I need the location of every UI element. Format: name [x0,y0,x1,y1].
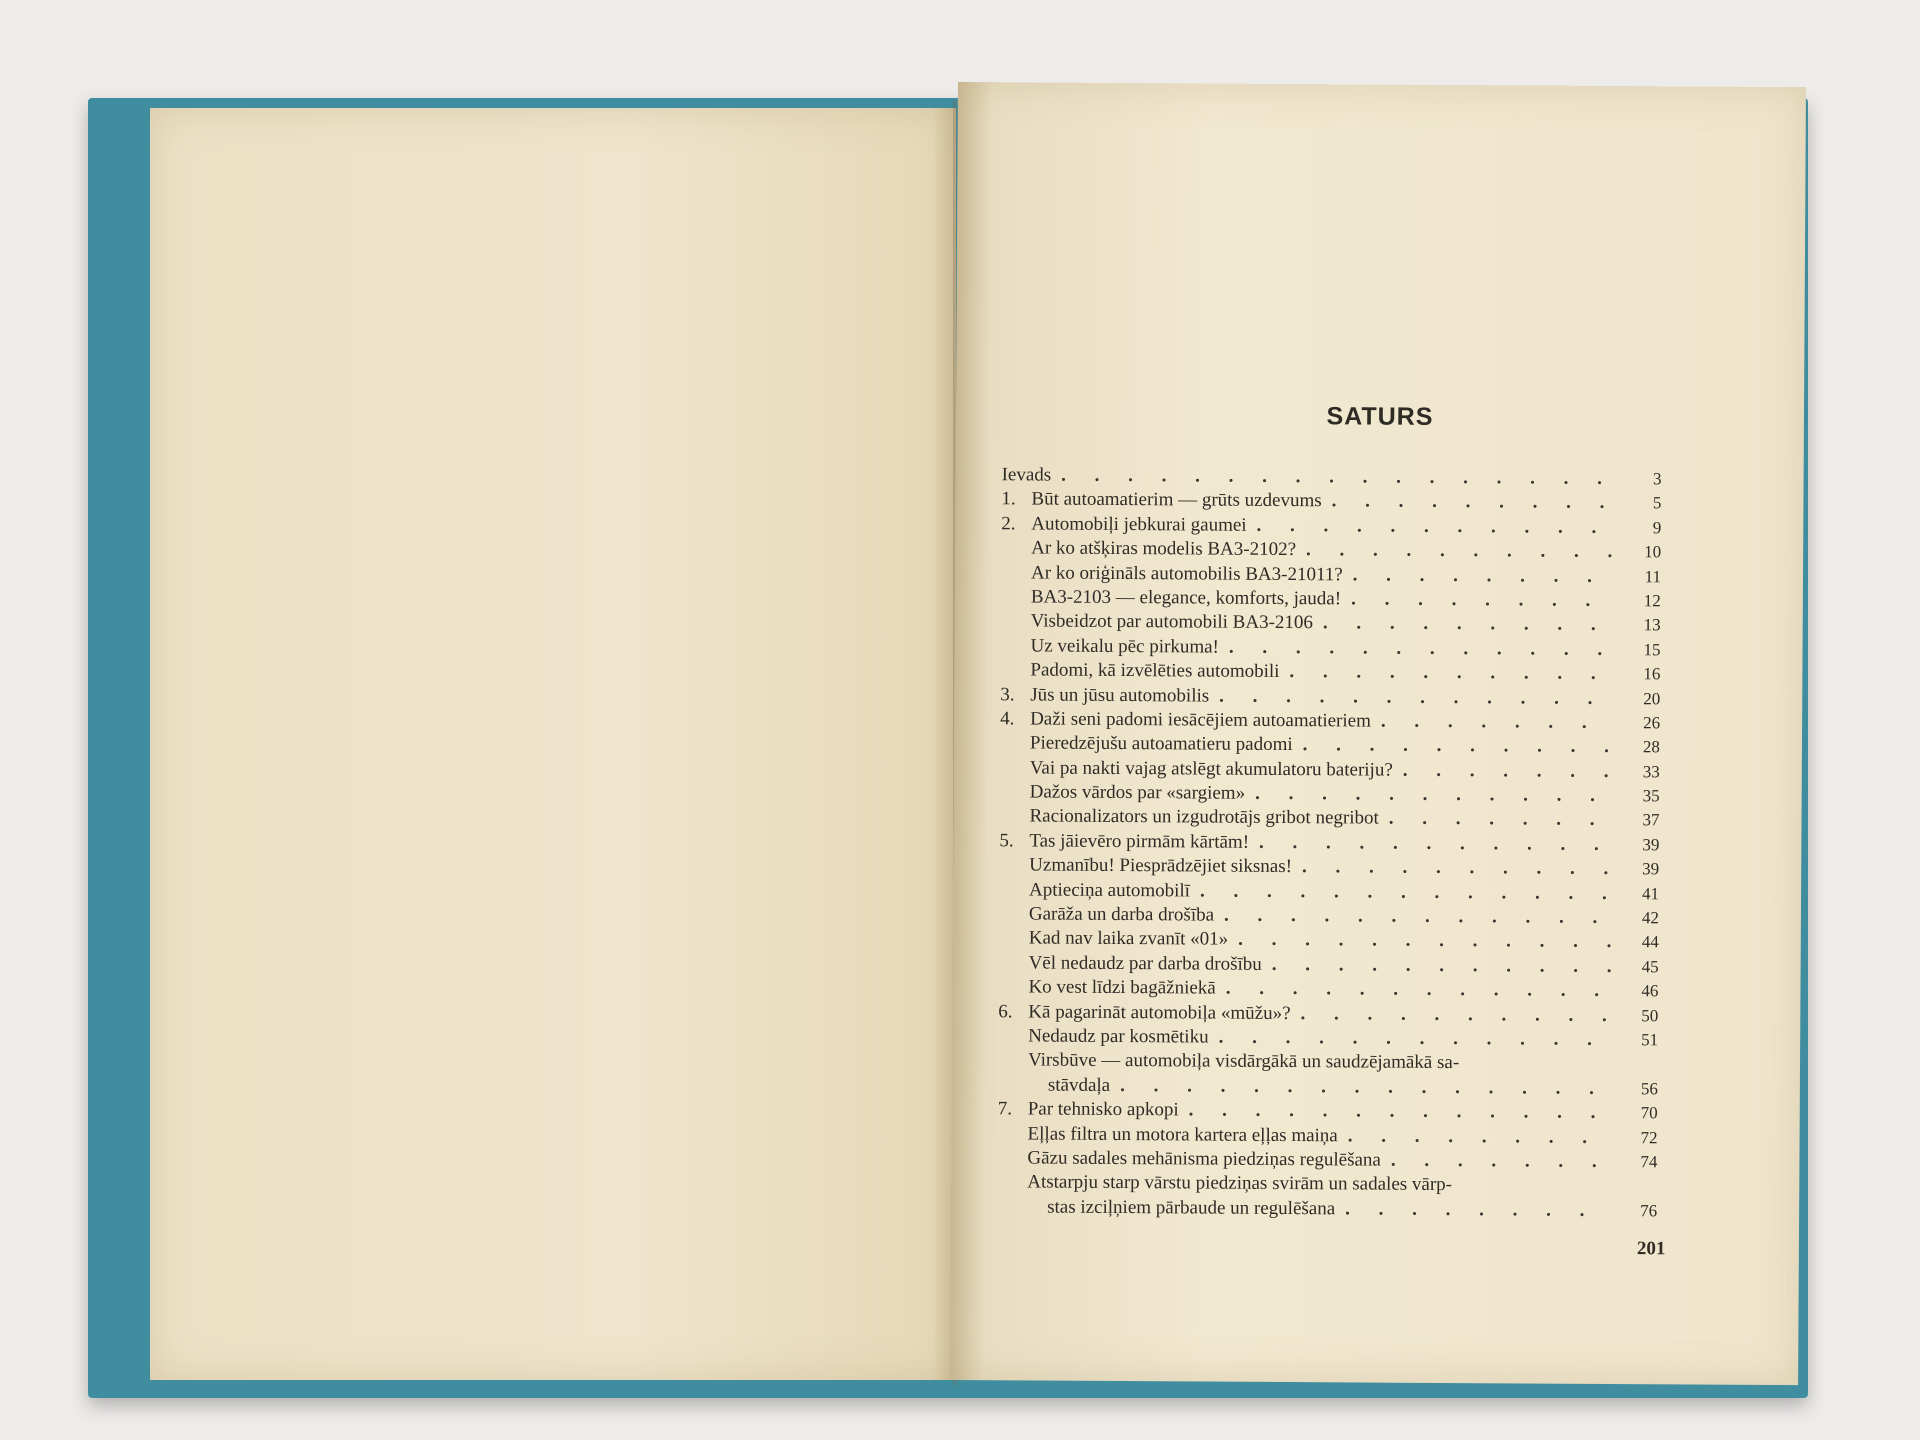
toc-leader-dots [1323,613,1617,637]
left-page-blank [150,108,956,1380]
toc-leader-dots [1391,1150,1614,1173]
toc-entry-page: 76 [1640,1200,1658,1221]
toc-entry-title: Uzmanību! Piesprādzējiet siksnas! [1029,854,1293,878]
toc-leader-dots [1306,539,1617,563]
toc-entry [997,1196,1657,1224]
toc-entry-page: 39 [1642,859,1660,879]
toc-leader-dots [1061,465,1618,490]
toc-entry-title: Ar ko atšķiras modelis BA3-2102? [1031,537,1297,561]
toc-entry-page: 37 [1642,810,1660,830]
toc-leader-dots [1403,759,1616,782]
toc-leader-dots [1255,783,1616,807]
toc-leader-dots [1120,1075,1614,1100]
toc-entry-page: 20 [1643,688,1661,708]
toc-entry-page: 72 [1640,1127,1658,1147]
toc-entry-page: 3 [1653,469,1662,489]
toc-entry-page: 35 [1642,786,1660,806]
toc-entry-number: 6. [998,1000,1013,1022]
toc-leader-dots [1303,734,1616,758]
toc-leader-dots [1257,515,1618,539]
toc-leader-dots [1289,661,1616,685]
toc-entry-number: 1. [1001,488,1016,510]
toc-entry-page: 26 [1643,713,1661,733]
toc-entry-title: Kad nav laika zvanīt «01» [1028,927,1229,951]
toc-leader-dots [1226,978,1615,1002]
right-page-contents [950,82,1806,1385]
toc-entry-page: 13 [1643,615,1661,635]
toc-entry-page: 16 [1643,664,1661,684]
toc-entry-title: Dažos vārdos par «sargiem» [1029,781,1246,804]
toc-entry-page: 56 [1640,1078,1658,1099]
toc-entry-title: Būt autoamatierim — grūts uzdevums [1031,488,1322,512]
toc-entry-title: Pieredzējušu autoamatieru padomi [1029,732,1293,756]
toc-entry-title: Padomi, kā izvēlēties automobili [1030,659,1280,683]
toc-entry-page: 51 [1641,1030,1659,1050]
toc-leader-dots [1219,685,1616,709]
table-of-contents [997,464,1662,1224]
toc-entry-title: Daži seni padomi iesācējiem autoamatieriem [1030,708,1371,732]
toc-leader-dots [1219,1027,1615,1051]
toc-entry-page: 50 [1641,1005,1659,1025]
toc-entry-title: Jūs un jūsu automobilis [1030,683,1210,707]
toc-leader-dots [1300,1003,1614,1027]
toc-entry-page: 28 [1642,737,1661,757]
toc-entry-page: 5 [1652,493,1662,513]
toc-entry-page: 11 [1644,566,1662,586]
toc-entry-number: 3. [1000,683,1015,705]
toc-leader-dots [1189,1100,1614,1125]
toc-entry-title: Ko vest līdzi bagāžniekā [1028,976,1216,999]
toc-entry-page: 42 [1641,908,1659,928]
toc-entry-number: 4. [1000,708,1015,730]
toc-leader-dots [1200,880,1615,905]
toc-entry-title: Ar ko oriģināls automobilis BA3-21011? [1030,562,1343,585]
toc-entry-page: 44 [1641,932,1659,952]
toc-entry-title: Vēl nedaudz par darba drošību [1028,952,1262,975]
toc-entry-page: 45 [1641,957,1659,977]
toc-entry-page: 33 [1642,761,1660,781]
toc-entry-page: 15 [1643,639,1661,660]
page-title: SATURS [1326,402,1434,431]
toc-leader-dots [1332,491,1618,515]
toc-entry-title: Visbeidzot par automobili BA3-2106 [1030,610,1314,634]
toc-entry-title: Uz veikalu pēc pirkuma! [1030,635,1219,658]
toc-leader-dots [1238,929,1615,953]
toc-entry-number: 5. [999,830,1014,852]
toc-leader-dots [1381,711,1616,734]
toc-entry-title: Nedaudz par kosmētiku [1028,1025,1209,1048]
toc-entry-page: 9 [1652,518,1662,538]
toc-leader-dots [1353,564,1617,588]
toc-entry-title: Gāzu sadales mehānisma piedziņas regulēšana [1027,1147,1381,1171]
toc-entry-title: stāvdaļa [1047,1074,1111,1096]
toc-entry-page: 10 [1644,542,1662,562]
toc-entry-title: stas izciļņiem pārbaude un regulēšana [1047,1196,1336,1220]
page-number: 201 [1636,1238,1666,1260]
toc-entry-title: Tas jāievēro pirmām kārtām! [1029,830,1250,853]
toc-entry-number: 2. [1001,513,1016,535]
toc-leader-dots [1259,832,1615,856]
toc-leader-dots [1351,588,1617,612]
toc-entry-title: BA3-2103 — elegance, komforts, jauda! [1030,586,1342,610]
toc-entry-title: Racionalizators un izgudrotājs gribot negribot [1029,805,1379,830]
toc-entry-title: Vai pa nakti vajag atslēgt akumulatoru bateriju? [1029,757,1393,781]
toc-leader-dots [1345,1198,1613,1222]
toc-entry-page: 46 [1641,981,1659,1001]
toc-entry-title: Automobiļi jebkurai gaumei [1031,513,1247,536]
toc-entry-title: Ievads [1001,464,1052,486]
toc-entry-title: Virsbūve — automobiļa visdārgākā un saudzējamākā sa- [1027,1049,1460,1074]
toc-entry-title: Kā pagarināt automobiļa «mūžu»? [1028,1001,1291,1024]
toc-entry-title: Eļļas filtra un motora kartera eļļas maiņa [1027,1122,1338,1146]
toc-entry-page: 39 [1642,835,1660,855]
toc-leader-dots [1389,808,1616,831]
toc-entry-page: 12 [1643,591,1661,611]
toc-entry-page: 41 [1641,883,1660,903]
toc-entry-number: 7. [997,1098,1013,1120]
toc-entry-title: Aptieciņa automobilī [1029,879,1191,902]
toc-entry-title: Garāža un darba drošība [1028,903,1215,926]
toc-entry-title: Atstarpju starp vārstu piedziņas svirām un sadales vārp- [1027,1171,1453,1196]
toc-leader-dots [1272,954,1615,978]
toc-leader-dots [1302,856,1615,880]
toc-entry-page: 70 [1640,1103,1658,1123]
toc-leader-dots [1229,636,1617,660]
toc-entry-page: 74 [1640,1152,1658,1172]
toc-leader-dots [1224,905,1615,929]
toc-entry-title: Par tehnisko apkopi [1027,1098,1179,1121]
toc-leader-dots [1348,1125,1614,1149]
